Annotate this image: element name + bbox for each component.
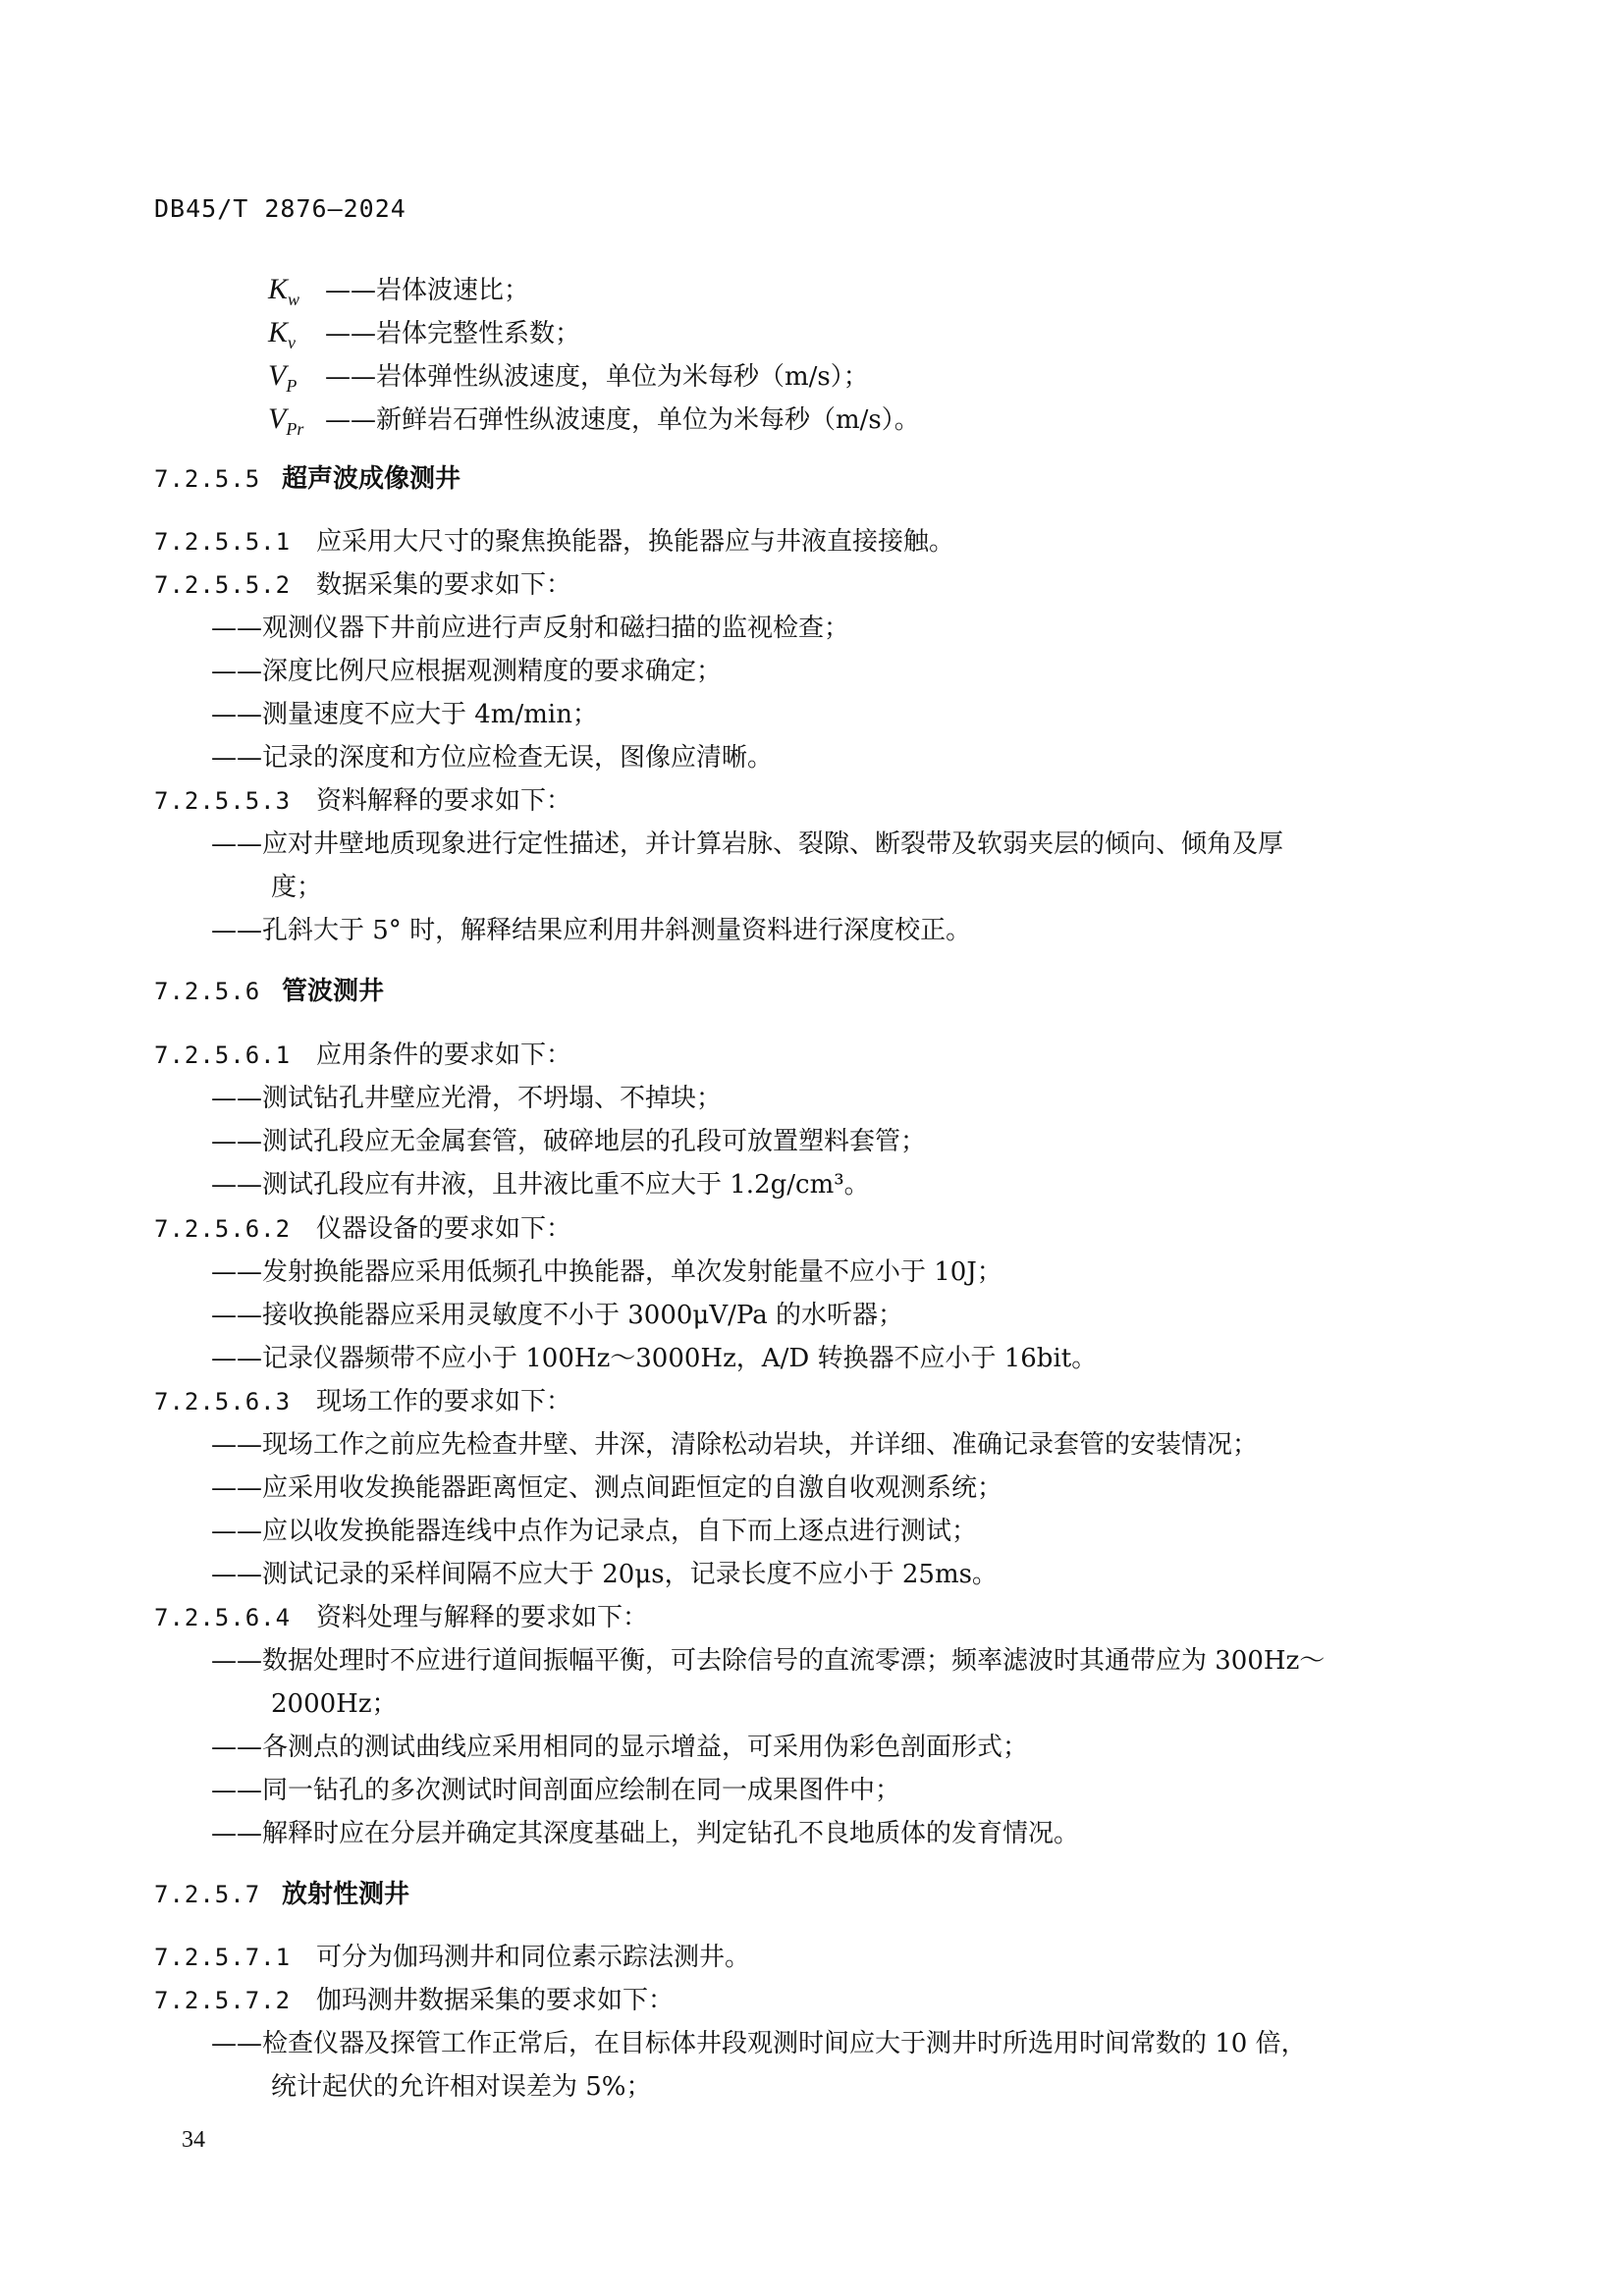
symbol-desc: ——新鲜岩石弹性纵波速度，单位为米每秒（m/s）。	[325, 405, 920, 435]
clause: 7.2.5.6.1 应用条件的要求如下：	[154, 1041, 572, 1070]
clause: 7.2.5.5.3 资料解释的要求如下：	[154, 786, 572, 816]
list-item: ——测试钻孔井壁应光滑，不坍塌、不掉块；	[211, 1084, 723, 1113]
list-item: ——同一钻孔的多次测试时间剖面应绘制在同一成果图件中；	[211, 1776, 901, 1805]
clause: 7.2.5.5.1 应采用大尺寸的聚焦换能器，换能器应与井液直接接触。	[154, 527, 955, 557]
list-item: ——应对井壁地质现象进行定性描述，并计算岩脉、裂隙、断裂带及软弱夹层的倾向、倾角及厚	[211, 829, 1284, 859]
symbol: $V_{Pr}$	[268, 402, 304, 439]
clause: 7.2.5.7.1 可分为伽玛测井和同位素示踪法测井。	[154, 1943, 751, 1972]
clause: 7.2.5.6.2 仪器设备的要求如下：	[154, 1214, 572, 1244]
section-heading: 7.2.5.7 放射性测井	[154, 1880, 410, 1909]
symbol-desc: ——岩体完整性系数；	[325, 319, 581, 348]
list-item: ——检查仪器及探管工作正常后，在目标体井段观测时间应大于测井时所选用时间常数的 10 倍，	[211, 2029, 1307, 2058]
standard-number: DB45/T 2876—2024	[154, 194, 406, 223]
list-item: ——记录仪器频带不应小于 100Hz～3000Hz，A/D 转换器不应小于 16bit。	[211, 1344, 1098, 1373]
clause: 7.2.5.5.2 数据采集的要求如下：	[154, 570, 572, 600]
section-heading: 7.2.5.5 超声波成像测井	[154, 464, 461, 494]
list-item-continuation: 度；	[271, 873, 323, 902]
list-item: ——深度比例尺应根据观测精度的要求确定；	[211, 657, 723, 686]
symbol: $K_w$	[268, 273, 300, 309]
symbol: $V_P$	[268, 359, 298, 396]
list-item: ——解释时应在分层并确定其深度基础上，判定钻孔不良地质体的发育情况。	[211, 1819, 1080, 1848]
symbol-def-vpr	[268, 398, 920, 451]
list-item: ——现场工作之前应先检查井壁、井深，清除松动岩块，并详细、准确记录套管的安装情况；	[211, 1430, 1259, 1460]
list-item: ——数据处理时不应进行道间振幅平衡，可去除信号的直流零漂；频率滤波时其通带应为 300Hz～	[211, 1646, 1326, 1676]
list-item: ——测试孔段应有井液，且井液比重不应大于 1.2g/cm³。	[211, 1170, 870, 1200]
clause: 7.2.5.7.2 伽玛测井数据采集的要求如下：	[154, 1986, 675, 2015]
list-item: ——测试孔段应无金属套管，破碎地层的孔段可放置塑料套管；	[211, 1127, 927, 1156]
list-item: ——观测仪器下井前应进行声反射和磁扫描的监视检查；	[211, 614, 850, 643]
symbol-desc: ——岩体波速比；	[325, 276, 530, 305]
list-item-continuation: 2000Hz；	[271, 1689, 398, 1719]
clause: 7.2.5.6.3 现场工作的要求如下：	[154, 1387, 572, 1416]
clause: 7.2.5.6.4 资料处理与解释的要求如下：	[154, 1603, 649, 1632]
list-item: ——各测点的测试曲线应采用相同的显示增益，可采用伪彩色剖面形式；	[211, 1733, 1029, 1762]
list-item: ——接收换能器应采用灵敏度不小于 3000μV/Pa 的水听器；	[211, 1301, 903, 1330]
symbol: $K_v$	[268, 316, 297, 352]
list-item: ——测量速度不应大于 4m/min；	[211, 700, 598, 729]
list-item-continuation: 统计起伏的允许相对误差为 5%；	[271, 2072, 652, 2102]
list-item: ——记录的深度和方位应检查无误，图像应清晰。	[211, 743, 774, 773]
list-item: ——应采用收发换能器距离恒定、测点间距恒定的自激自收观测系统；	[211, 1473, 1003, 1503]
list-item: ——孔斜大于 5° 时，解释结果应利用井斜测量资料进行深度校正。	[211, 916, 972, 945]
list-item: ——测试记录的采样间隔不应大于 20μs，记录长度不应小于 25ms。	[211, 1560, 998, 1589]
page-number: 34	[182, 2127, 205, 2153]
section-heading: 7.2.5.6 管波测井	[154, 977, 385, 1006]
list-item: ——应以收发换能器连线中点作为记录点，自下而上逐点进行测试；	[211, 1517, 978, 1546]
symbol-desc: ——岩体弹性纵波速度，单位为米每秒（m/s）；	[325, 362, 869, 392]
list-item: ——发射换能器应采用低频孔中换能器，单次发射能量不应小于 10J；	[211, 1257, 1002, 1287]
